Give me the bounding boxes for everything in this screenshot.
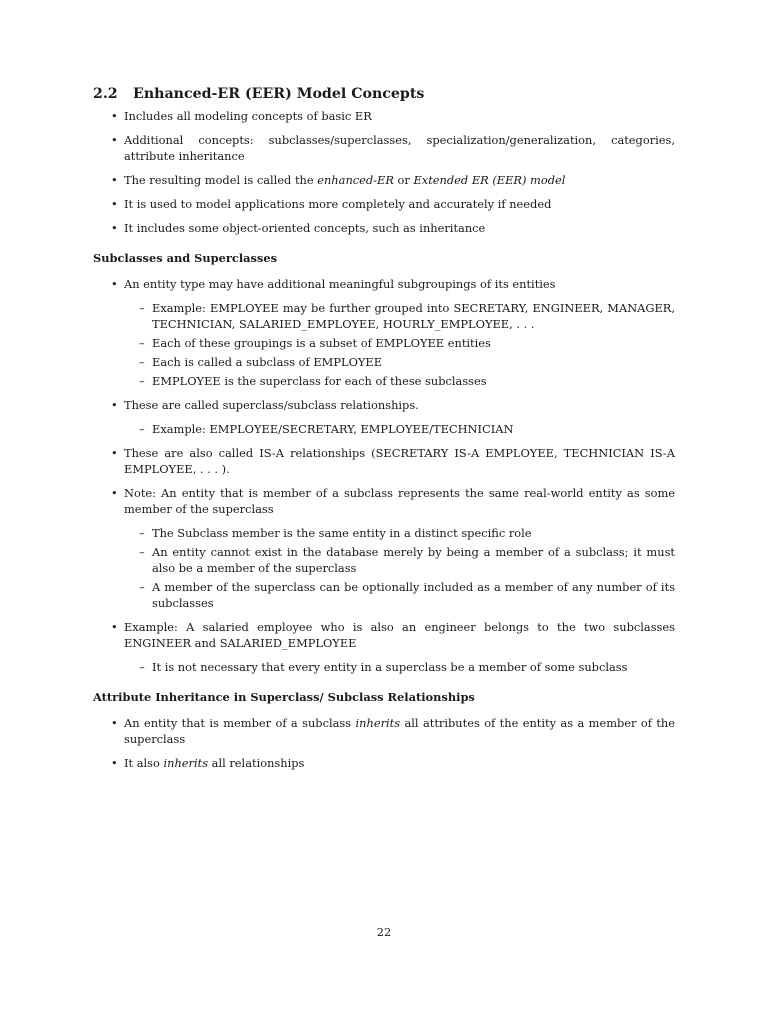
dash-icon: – <box>139 336 145 350</box>
bullet-icon: • <box>111 620 118 634</box>
sub-list-item: – EMPLOYEE is the superclass for each of these subclasses <box>139 374 487 388</box>
sub-list-item: – Example: EMPLOYEE may be further grouped into SECRETARY, ENGINEER, MANAGER, TECHNICIAN, SALARIED_EMPLOYEE, HOURLY_EMPLOYEE, . . . <box>139 301 675 331</box>
subclasses-heading: Subclasses and Superclasses <box>93 251 278 265</box>
inheritance-bullet-list <box>93 715 675 771</box>
dash-icon: – <box>139 526 145 540</box>
bullet-icon: • <box>111 486 118 500</box>
bullet-icon: • <box>111 716 118 730</box>
list-item: • These are also called IS-A relationships (SECRETARY IS-A EMPLOYEE, TECHNICIAN IS-A EMPLOYEE, . . . ). <box>111 446 675 476</box>
sub-list-item: – A member of the superclass can be optionally included as a member of any number of its subclasses <box>139 580 675 610</box>
dash-icon: – <box>139 545 145 559</box>
section-number: 2.2 <box>93 86 118 102</box>
section-title <box>93 84 675 104</box>
sub-list-item: – Each is called a subclass of EMPLOYEE <box>139 355 383 369</box>
intro-bullet-list <box>93 108 675 236</box>
dash-icon: – <box>139 301 145 315</box>
list-item: • Includes all modeling concepts of basic ER <box>111 109 372 123</box>
bullet-icon: • <box>111 173 118 187</box>
sub-list-item: – Each of these groupings is a subset of EMPLOYEE entities <box>139 336 491 350</box>
document-page <box>93 84 675 779</box>
list-item: • It also inherits all relationships <box>111 756 305 770</box>
sub-list-item: – The Subclass member is the same entity in a distinct specific role <box>139 526 532 540</box>
list-item: • Example: A salaried employee who is also an engineer belongs to the two subclasses ENGINEER and SALARIED_EMPLOYEE – It is not necessary that every entity in a superclass be a member of some subclass <box>111 620 675 674</box>
list-item: • Additional concepts: subclasses/superclasses, specialization/generalization, categories, attribute inheritance <box>111 133 675 163</box>
list-item: • Note: An entity that is member of a subclass represents the same real-world entity as some member of the superclass – The Subclass member is the same entity in a distinct specific role – An entity cannot exist in the database merely by being a member of a subclass; it must also be a member of the superclass – A member of the superclass can be optionally included as a member of any number of its subclasses <box>111 486 675 610</box>
list-item: • An entity that is member of a subclass inherits all attributes of the entity as a member of the superclass <box>111 716 676 746</box>
list-item: • These are called superclass/subclass relationships. – Example: EMPLOYEE/SECRETARY, EMPLOYEE/TECHNICIAN <box>93 397 675 437</box>
sub-list-item: – An entity cannot exist in the database merely by being a member of a subclass; it must also be a member of the superclass <box>139 545 675 575</box>
list-item: • The resulting model is called the enhanced-ER or Extended ER (EER) model <box>111 173 566 187</box>
inheritance-heading: Attribute Inheritance in Superclass/ Subclass Relationships <box>93 690 475 704</box>
sub-list-item: – Example: EMPLOYEE/SECRETARY, EMPLOYEE/TECHNICIAN <box>139 422 514 436</box>
bullet-icon: • <box>111 221 118 235</box>
list-item: • It is used to model applications more completely and accurately if needed <box>111 197 552 211</box>
bullet-icon: • <box>111 133 118 147</box>
sub-list-item: – It is not necessary that every entity in a superclass be a member of some subclass <box>139 660 628 674</box>
dash-icon: – <box>139 422 145 436</box>
list-item: • An entity type may have additional meaningful subgroupings of its entities – Example: EMPLOYEE may be further grouped into SECRETARY, ENGINEER, MANAGER, TECHNICIAN, SALARIED_EMPLOYEE, HOURLY_EMPLOYEE, . . . – Each of these groupings is a subset of EMPLOYEE entities – Each is called a subclass of EMPLOYEE – EMPLOYEE is the superclass for each of these subclasses <box>111 277 675 388</box>
page-number: 22 <box>376 925 392 939</box>
subclasses-bullet-list <box>93 276 675 675</box>
dash-icon: – <box>139 660 145 674</box>
bullet-icon: • <box>111 446 118 460</box>
bullet-icon: • <box>111 197 118 211</box>
list-item: • It includes some object-oriented concepts, such as inheritance <box>111 221 486 235</box>
sub-list <box>124 525 675 611</box>
sub-list <box>124 300 675 389</box>
dash-icon: – <box>139 355 145 369</box>
bullet-icon: • <box>111 756 118 770</box>
sub-list <box>124 421 675 437</box>
bullet-icon: • <box>111 109 118 123</box>
sub-list <box>124 659 675 675</box>
bullet-icon: • <box>111 398 118 412</box>
section-title-text: Enhanced-ER (EER) Model Concepts <box>133 86 425 102</box>
dash-icon: – <box>139 580 145 594</box>
bullet-icon: • <box>111 277 118 291</box>
dash-icon: – <box>139 374 145 388</box>
